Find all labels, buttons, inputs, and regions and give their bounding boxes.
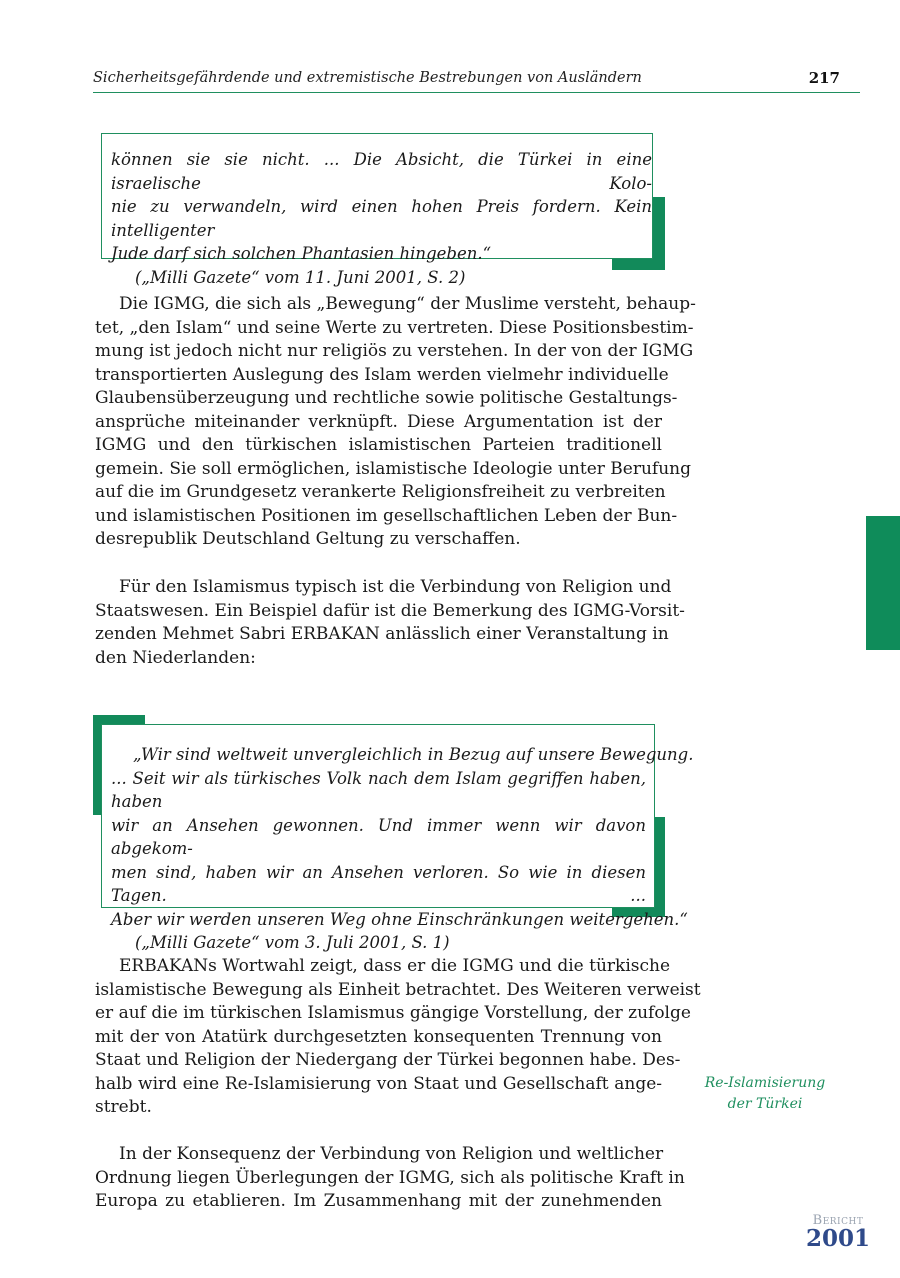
quote2-line: wir an Ansehen gewonnen. Und immer wenn wir davon abgekom- xyxy=(111,815,646,858)
marginal-note xyxy=(690,1073,840,1115)
text-line: halb wird eine Re-Islamisierung von Staat und Gesellschaft ange- xyxy=(95,1073,662,1094)
text-line: mit der von Atatürk durchgesetzten konsequenten Trennung von xyxy=(95,1026,662,1047)
text-line: gemein. Sie soll ermöglichen, islamistische Ideologie unter Berufung xyxy=(95,458,691,479)
text-line: islamistische Bewegung als Einheit betrachtet. Des Weiteren verweist xyxy=(95,979,701,1000)
text-line: mung ist jedoch nicht nur religiös zu verstehen. In der von der IGMG xyxy=(95,341,694,361)
chapter-side-tab xyxy=(866,516,900,650)
text-line: zenden Mehmet Sabri ERBAKAN anlässlich einer Veranstaltung in xyxy=(95,624,669,644)
text-line: desrepublik Deutschland Geltung zu verschaffen. xyxy=(95,529,521,549)
text-line: den Niederlanden: xyxy=(95,647,256,668)
text-line: Glaubensüberzeugung und rechtliche sowie politische Gestaltungs- xyxy=(95,388,678,408)
text-line: Staat und Religion der Niedergang der Türkei begonnen habe. Des- xyxy=(95,1050,681,1070)
quote-box-2 xyxy=(101,724,694,952)
running-header xyxy=(93,70,860,93)
paragraph-3 xyxy=(95,955,701,1120)
logo-year: 2001 xyxy=(805,1225,870,1252)
text-line: auf die im Grundgesetz verankerte Religionsfreiheit zu verbreiten xyxy=(95,482,666,502)
quote-box-1 xyxy=(101,133,653,287)
text-line: Die IGMG, die sich als „Bewegung“ der Muslime versteht, behaup- xyxy=(119,294,696,314)
text-line: Ordnung liegen Überlegungen der IGMG, sich als politische Kraft in xyxy=(95,1167,685,1188)
text-line: transportierten Auslegung des Islam werden vielmehr individuelle xyxy=(95,364,669,385)
paragraph-2 xyxy=(95,576,685,670)
text-line: In der Konsequenz der Verbindung von Religion und weltlicher xyxy=(119,1144,664,1164)
text-line: strebt. xyxy=(95,1097,152,1117)
quote2-line: „Wir sind weltweit unvergleichlich in Bezug auf unsere Bewegung. xyxy=(133,745,694,764)
quote1-line: nie zu verwandeln, wird einen hohen Preis fordern. Kein intelligenter xyxy=(111,197,652,240)
quote2-line: Aber wir werden unseren Weg ohne Einschränkungen weitergehen.“ xyxy=(111,909,688,929)
header-title: Sicherheitsgefährdende und extremistische Bestrebungen von Ausländern xyxy=(93,70,642,86)
text-line: ERBAKANs Wortwahl zeigt, dass er die IGMG und die türkische xyxy=(119,956,671,976)
text-line: Für den Islamismus typisch ist die Verbindung von Religion und xyxy=(119,577,672,597)
paragraph-1 xyxy=(95,293,696,552)
quote2-source: („Milli Gazete“ vom 3. Juli 2001, S. 1) xyxy=(135,933,450,952)
logo-word: Bericht xyxy=(812,1213,864,1228)
marginal-note-line: der Türkei xyxy=(727,1096,803,1112)
text-line: er auf die im türkischen Islamismus gängige Vorstellung, der zufolge xyxy=(95,1003,691,1023)
text-line: und islamistischen Positionen im gesellschaftlichen Leben der Bun- xyxy=(95,505,678,526)
text-line: Staatswesen. Ein Beispiel dafür ist die Bemerkung des IGMG-Vorsit- xyxy=(95,600,685,621)
bericht-logo xyxy=(800,1214,876,1250)
quote1-source: („Milli Gazete“ vom 11. Juni 2001, S. 2) xyxy=(135,267,466,287)
text-line: tet, „den Islam“ und seine Werte zu vertreten. Diese Positionsbestim- xyxy=(95,317,694,338)
marginal-note-line: Re-Islamisierung xyxy=(704,1075,826,1091)
page-number: 217 xyxy=(808,69,840,87)
quote2-line: men sind, haben wir an Ansehen verloren. So wie in diesen Tagen. ... xyxy=(111,862,646,905)
quote1-line: können sie sie nicht. ... Die Absicht, die Türkei in eine israelische Kolo- xyxy=(111,150,652,193)
quote2-line: ... Seit wir als türkisches Volk nach dem Islam gegriffen haben, haben xyxy=(111,768,646,811)
paragraph-4 xyxy=(95,1143,685,1214)
text-line: ansprüche miteinander verknüpft. Diese Argumentation ist der xyxy=(95,411,662,432)
text-line: Europa zu etablieren. Im Zusammenhang mit der zunehmenden xyxy=(95,1191,662,1211)
quote1-line: Jude darf sich solchen Phantasien hingeben.“ xyxy=(111,244,492,263)
text-line: IGMG und den türkischen islamistischen Parteien traditionell xyxy=(95,435,662,455)
